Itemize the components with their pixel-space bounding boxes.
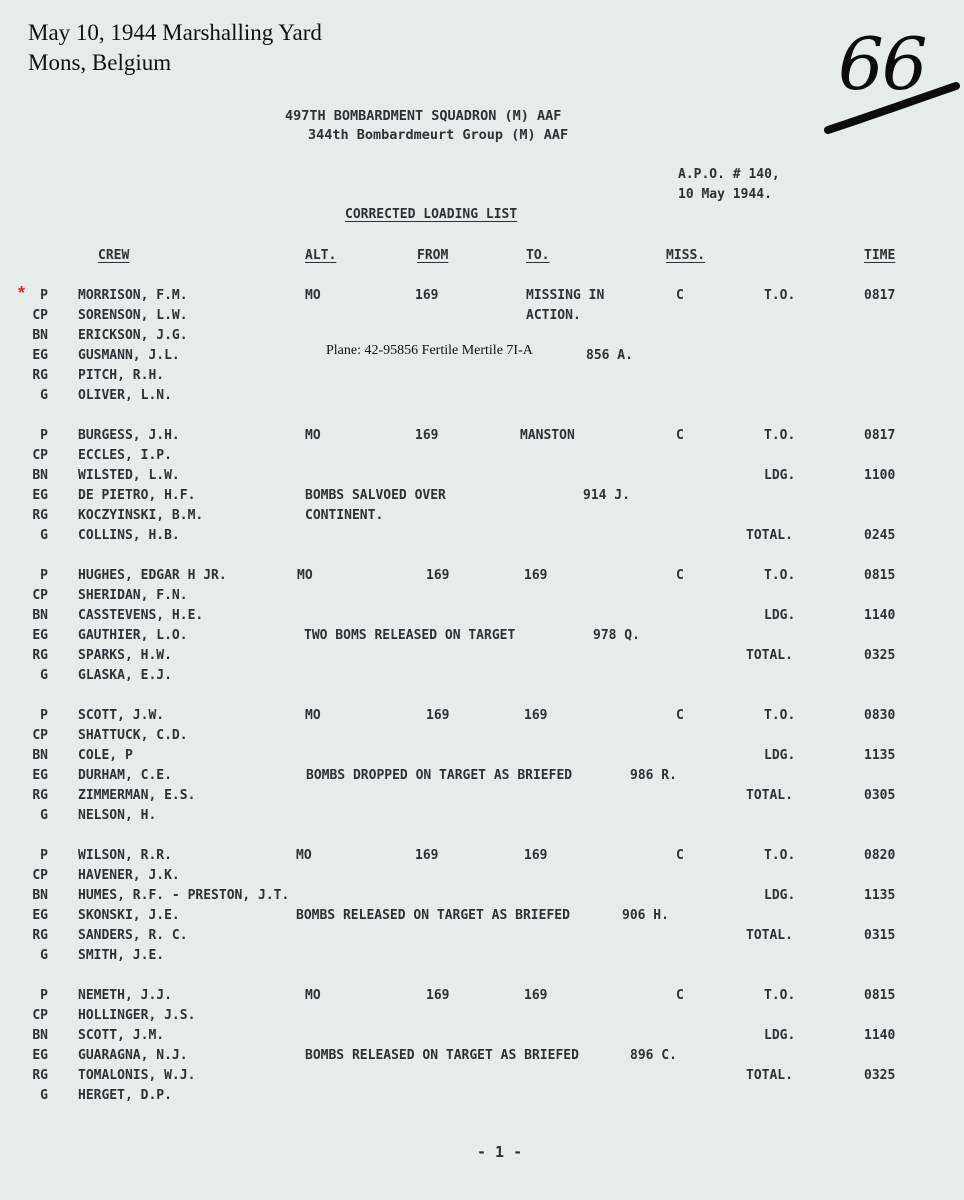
time-label: T.O. (764, 568, 796, 583)
from-value: 169 (426, 568, 450, 583)
time-label: TOTAL. (746, 788, 793, 803)
crew-name: ZIMMERMAN, E.S. (78, 788, 196, 803)
crew-name: GAUTHIER, L.O. (78, 628, 188, 643)
crew-position: CP (32, 868, 48, 883)
time-label: TOTAL. (746, 1068, 793, 1083)
crew-position: BN (32, 468, 48, 483)
crew-position: RG (32, 788, 48, 803)
crew-position: EG (32, 908, 48, 923)
to-value: MISSING IN (526, 288, 605, 303)
mission-note-line-2: CONTINENT. (305, 508, 384, 523)
crew-name: KOCZYINSKI, B.M. (78, 508, 204, 523)
caption-line-1: May 10, 1944 Marshalling Yard (28, 20, 322, 45)
crew-position: G (40, 668, 48, 683)
time-label: LDG. (764, 748, 796, 763)
time-value: 0315 (864, 928, 896, 943)
mission-note: BOMBS SALVOED OVER (305, 488, 446, 503)
crew-name: COLLINS, H.B. (78, 528, 180, 543)
crew-position: BN (32, 748, 48, 763)
crew-position: RG (32, 648, 48, 663)
crew-position: CP (32, 1008, 48, 1023)
mission-note: TWO BOMS RELEASED ON TARGET (304, 628, 516, 643)
time-value: 0815 (864, 988, 896, 1003)
time-value: 0830 (864, 708, 896, 723)
time-label: TOTAL. (746, 928, 793, 943)
time-label: TOTAL. (746, 528, 793, 543)
crew-name: SHERIDAN, F.N. (78, 588, 188, 603)
time-value: 0325 (864, 648, 896, 663)
handwritten-underline-stroke (820, 80, 960, 140)
alt-value: MO (297, 568, 313, 583)
crew-position: P (40, 288, 48, 303)
crew-name: OLIVER, L.N. (78, 388, 172, 403)
miss-value: C (676, 288, 684, 303)
plane-code: 986 R. (630, 768, 677, 783)
crew-position: CP (32, 448, 48, 463)
plane-code: 856 A. (586, 348, 633, 363)
alt-value: MO (305, 288, 321, 303)
mission-note: BOMBS RELEASED ON TARGET AS BRIEFED (305, 1048, 579, 1063)
to-value: 169 (524, 848, 548, 863)
time-value: 0817 (864, 428, 896, 443)
crew-position: EG (32, 488, 48, 503)
crew-name: COLE, P (78, 748, 133, 763)
crew-name: PITCH, R.H. (78, 368, 165, 383)
alt-value: MO (305, 988, 321, 1003)
to-value: 169 (524, 988, 548, 1003)
time-value: 0325 (864, 1068, 896, 1083)
time-label: T.O. (764, 988, 796, 1003)
crew-position: G (40, 1088, 48, 1103)
time-label: LDG. (764, 888, 796, 903)
crew-name: HAVENER, J.K. (78, 868, 180, 883)
from-value: 169 (415, 428, 439, 443)
column-header-to: TO. (526, 248, 550, 263)
caption-line-2: Mons, Belgium (28, 50, 172, 75)
time-label: T.O. (764, 288, 796, 303)
page-number: - 1 - (477, 1143, 523, 1161)
crew-position: P (40, 988, 48, 1003)
miss-value: C (676, 848, 684, 863)
crew-position: P (40, 848, 48, 863)
time-value: 1140 (864, 1028, 896, 1043)
crew-position: P (40, 568, 48, 583)
crew-position: BN (32, 608, 48, 623)
crew-name: WILSON, R.R. (78, 848, 172, 863)
from-value: 169 (426, 708, 450, 723)
miss-value: C (676, 988, 684, 1003)
miss-value: C (676, 708, 684, 723)
crew-name: SPARKS, H.W. (78, 648, 172, 663)
from-value: 169 (426, 988, 450, 1003)
crew-name: NEMETH, J.J. (78, 988, 172, 1003)
crew-position: EG (32, 628, 48, 643)
time-value: 1135 (864, 888, 896, 903)
crew-position: CP (32, 588, 48, 603)
crew-name: WILSTED, L.W. (78, 468, 180, 483)
time-value: 0815 (864, 568, 896, 583)
time-label: LDG. (764, 608, 796, 623)
to-value: MANSTON (520, 428, 575, 443)
crew-name: GUARAGNA, N.J. (78, 1048, 188, 1063)
mission-note: BOMBS RELEASED ON TARGET AS BRIEFED (296, 908, 570, 923)
time-value: 0820 (864, 848, 896, 863)
crew-name: HUMES, R.F. - PRESTON, J.T. (78, 888, 290, 903)
to-value: 169 (524, 568, 548, 583)
crew-name: MORRISON, F.M. (78, 288, 188, 303)
crew-position: G (40, 808, 48, 823)
crew-name: SMITH, J.E. (78, 948, 165, 963)
to-value-line-2: ACTION. (526, 308, 581, 323)
time-label: T.O. (764, 428, 796, 443)
crew-name: SHATTUCK, C.D. (78, 728, 188, 743)
crew-name: HUGHES, EDGAR H JR. (78, 568, 227, 583)
crew-name: TOMALONIS, W.J. (78, 1068, 196, 1083)
crew-name: HERGET, D.P. (78, 1088, 172, 1103)
plane-code: 914 J. (583, 488, 630, 503)
crew-position: EG (32, 768, 48, 783)
crew-name: ECCLES, I.P. (78, 448, 172, 463)
time-value: 1135 (864, 748, 896, 763)
crew-position: CP (32, 728, 48, 743)
column-header-from: FROM (417, 248, 449, 263)
miss-value: C (676, 428, 684, 443)
document-title: CORRECTED LOADING LIST (345, 207, 518, 222)
crew-name: SKONSKI, J.E. (78, 908, 180, 923)
column-header-alt: ALT. (305, 248, 337, 263)
time-value: 1140 (864, 608, 896, 623)
crew-position: P (40, 428, 48, 443)
from-value: 169 (415, 288, 439, 303)
time-value: 0305 (864, 788, 896, 803)
crew-name: HOLLINGER, J.S. (78, 1008, 196, 1023)
handwritten-page-number: 66 (838, 22, 926, 106)
crew-name: ERICKSON, J.G. (78, 328, 188, 343)
crew-position: G (40, 948, 48, 963)
crew-name: BURGESS, J.H. (78, 428, 180, 443)
crew-position: EG (32, 348, 48, 363)
time-label: LDG. (764, 1028, 796, 1043)
crew-name: NELSON, H. (78, 808, 157, 823)
crew-name: SCOTT, J.W. (78, 708, 165, 723)
crew-position: RG (32, 508, 48, 523)
time-label: T.O. (764, 708, 796, 723)
time-value: 0817 (864, 288, 896, 303)
group-heading: 344th Bombardmeurt Group (M) AAF (308, 127, 569, 143)
crew-position: RG (32, 928, 48, 943)
crew-position: BN (32, 328, 48, 343)
column-header-time: TIME (864, 248, 896, 263)
from-value: 169 (415, 848, 439, 863)
asterisk-marker: * (18, 283, 26, 303)
to-value: 169 (524, 708, 548, 723)
crew-position: BN (32, 1028, 48, 1043)
crew-position: P (40, 708, 48, 723)
crew-name: DE PIETRO, H.F. (78, 488, 196, 503)
time-label: LDG. (764, 468, 796, 483)
miss-value: C (676, 568, 684, 583)
mission-note: BOMBS DROPPED ON TARGET AS BRIEFED (306, 768, 573, 783)
crew-position: CP (32, 308, 48, 323)
crew-name: CASSTEVENS, H.E. (78, 608, 204, 623)
crew-name: GUSMANN, J.L. (78, 348, 180, 363)
time-value: 0245 (864, 528, 896, 543)
column-header-miss: MISS. (666, 248, 706, 263)
time-value: 1100 (864, 468, 896, 483)
squadron-heading: 497TH BOMBARDMENT SQUADRON (M) AAF (285, 108, 562, 124)
alt-value: MO (296, 848, 312, 863)
crew-name: DURHAM, C.E. (78, 768, 172, 783)
crew-name: SCOTT, J.M. (78, 1028, 165, 1043)
time-label: T.O. (764, 848, 796, 863)
alt-value: MO (305, 428, 321, 443)
crew-position: RG (32, 368, 48, 383)
plane-code: 978 Q. (593, 628, 640, 643)
plane-annotation: Plane: 42-95856 Fertile Mertile 7I-A (326, 343, 533, 358)
time-label: TOTAL. (746, 648, 793, 663)
crew-position: BN (32, 888, 48, 903)
crew-position: RG (32, 1068, 48, 1083)
apo-number: A.P.O. # 140, (678, 167, 780, 182)
crew-name: SORENSON, L.W. (78, 308, 188, 323)
alt-value: MO (305, 708, 321, 723)
crew-position: G (40, 388, 48, 403)
plane-code: 896 C. (630, 1048, 677, 1063)
crew-position: EG (32, 1048, 48, 1063)
crew-position: G (40, 528, 48, 543)
document-date: 10 May 1944. (678, 187, 772, 202)
crew-name: SANDERS, R. C. (78, 928, 188, 943)
crew-name: GLASKA, E.J. (78, 668, 172, 683)
plane-code: 906 H. (622, 908, 669, 923)
column-header-crew: CREW (98, 248, 130, 263)
